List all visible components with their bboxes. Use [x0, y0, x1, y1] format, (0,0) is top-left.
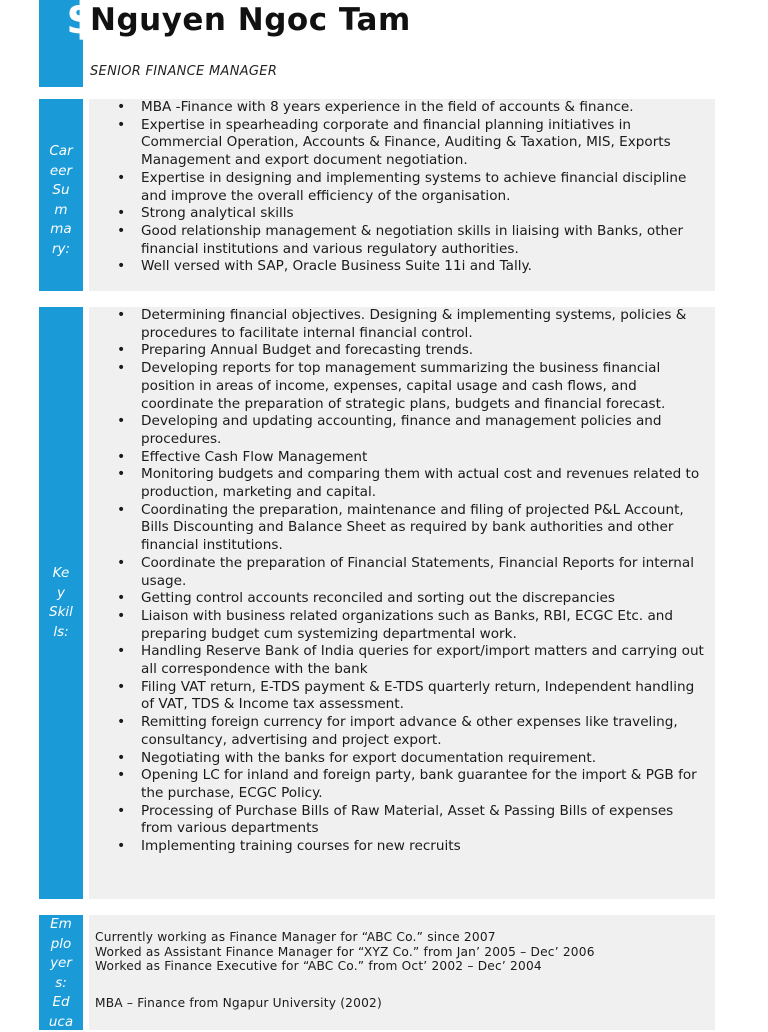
- key-skill-item: • Coordinating the preparation, maintenance and filing of projected P&L Account, Bills Discounting and Balance Sheet as required by bank authorities and other financial institutions.: [141, 502, 715, 555]
- employer-line: Worked as Assistant Finance Manager for “XYZ Co.” from Jan’ 2005 – Dec’ 2006: [95, 944, 595, 959]
- key-skill-item: • Filing VAT return, E-TDS payment & E-TDS quarterly return, Independent handling of VAT, TDS & Income tax assessment.: [141, 679, 715, 714]
- key-skill-item: • Processing of Purchase Bills of Raw Material, Asset & Passing Bills of expenses from various departments: [141, 803, 715, 838]
- key-skill-item: • Negotiating with the banks for export documentation requirement.: [141, 750, 715, 768]
- career-summary-item: • Well versed with SAP, Oracle Business Suite 11i and Tally.: [141, 258, 715, 276]
- section-label-key-skills: Ke y Skil ls:: [39, 307, 83, 899]
- key-skill-item: • Determining financial objectives. Designing & implementing systems, policies & procedures to facilitate internal financial control.: [141, 307, 715, 342]
- key-skill-item: • Developing reports for top management summarizing the business financial position in areas of income, expenses, capital usage and cash flows, and coordinate the preparation of strategic plans, budgets and financial forecast.: [141, 360, 715, 413]
- employer-line: Currently working as Finance Manager for “ABC Co.” since 2007: [95, 930, 496, 944]
- section-label-career-summary: Car eer Su m ma ry:: [39, 99, 83, 291]
- key-skill-item: • Handling Reserve Bank of India queries for export/import matters and carrying out all correspondence with the bank: [141, 643, 715, 678]
- key-skill-item: • Coordinate the preparation of Financial Statements, Financial Reports for internal usage.: [141, 555, 715, 590]
- job-title: SENIOR FINANCE MANAGER: [90, 64, 278, 79]
- monogram-logo-icon: $: [66, 0, 97, 44]
- employers-panel: [89, 915, 715, 1030]
- key-skill-item: • Effective Cash Flow Management: [141, 449, 715, 467]
- candidate-name: Nguyen Ngoc Tam: [90, 2, 411, 38]
- key-skill-item: • Liaison with business related organizations such as Banks, RBI, ECGC Etc. and preparing budget cum systemizing departmental work.: [141, 608, 715, 643]
- career-summary-item: • Expertise in spearheading corporate and financial planning initiatives in Commercial Operation, Accounts & Finance, Auditing & Taxation, MIS, Exports Management and export document negotiation.: [141, 117, 715, 170]
- employers-list: [89, 930, 715, 974]
- employer-line: Worked as Finance Executive for “ABC Co.” from Oct’ 2002 – Dec’ 2004: [95, 959, 542, 974]
- key-skill-item: • Getting control accounts reconciled and sorting out the discrepancies: [141, 590, 715, 608]
- key-skill-item: • Preparing Annual Budget and forecasting trends.: [141, 342, 715, 360]
- education-line: MBA – Finance from Ngapur University (2002): [95, 995, 382, 1010]
- key-skill-item: • Implementing training courses for new recruits: [141, 838, 715, 856]
- key-skills-panel: [89, 307, 715, 899]
- career-summary-list: [89, 99, 715, 276]
- key-skill-item: • Monitoring budgets and comparing them with actual cost and revenues related to production, marketing and capital.: [141, 466, 715, 501]
- career-summary-panel: [89, 99, 715, 291]
- career-summary-item: • Expertise in designing and implementing systems to achieve financial discipline and improve the overall efficiency of the organisation.: [141, 170, 715, 205]
- key-skills-list: [89, 307, 715, 856]
- education-list: [89, 996, 715, 1011]
- key-skill-item: • Developing and updating accounting, finance and management policies and procedures.: [141, 413, 715, 448]
- key-skill-item: • Remitting foreign currency for import advance & other expenses like traveling, consultancy, advertising and project export.: [141, 714, 715, 749]
- career-summary-item: • Strong analytical skills: [141, 205, 715, 223]
- key-skill-item: • Opening LC for inland and foreign party, bank guarantee for the import & PGB for the purchase, ECGC Policy.: [141, 767, 715, 802]
- section-label-employers: Em plo yer s: Ed uca: [39, 915, 83, 1030]
- career-summary-item: • MBA -Finance with 8 years experience in the field of accounts & finance.: [141, 99, 715, 117]
- career-summary-item: • Good relationship management & negotiation skills in liaising with Banks, other financial institutions and various regulatory authorities.: [141, 223, 715, 258]
